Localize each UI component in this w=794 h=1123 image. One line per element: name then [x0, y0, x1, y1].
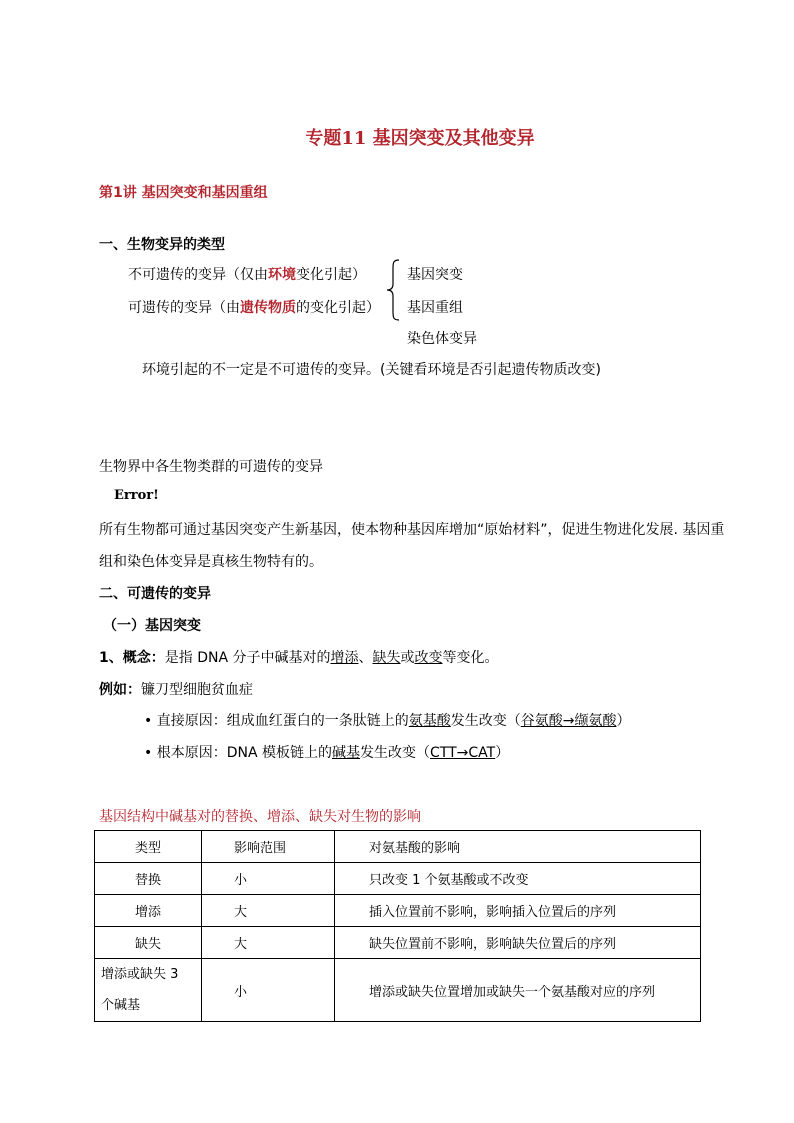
paragraph-body-line1: 所有生物都可通过基因突变产生新基因，使本物种基因库增加“原始材料”，促进生物进化发展. 基因重 — [99, 522, 725, 538]
non-heritable-pre: 不可遗传的变异（仅由 — [128, 267, 268, 283]
example-text: 镰刀型细胞贫血症 — [141, 682, 253, 698]
cell-type — [95, 959, 202, 1022]
heritable-pre: 可遗传的变异（由 — [128, 300, 240, 316]
cell-effect: 缺失位置前不影响，影响缺失位置后的序列 — [335, 927, 701, 959]
type-item-gene-recombination: 基因重组 — [407, 300, 463, 316]
table-row — [95, 927, 701, 959]
page-title: 专题11 基因突变及其他变异 — [305, 128, 535, 149]
concept-line — [99, 647, 498, 667]
example-line — [99, 679, 253, 699]
cell-range: 大 — [202, 895, 335, 927]
table-row — [95, 863, 701, 895]
header-type: 类型 — [95, 831, 202, 863]
concept-post: 等变化。 — [442, 650, 499, 666]
concept-sep1: 、 — [358, 650, 373, 666]
impact-table — [94, 830, 701, 1022]
cell-effect: 只改变 1 个氨基酸或不改变 — [335, 863, 701, 895]
header-effect: 对氨基酸的影响 — [335, 831, 701, 863]
cell-type: 增添 — [95, 895, 202, 927]
non-heritable-line — [128, 264, 366, 284]
cell-range: 小 — [202, 863, 335, 895]
paragraph-line: 生物界中各生物类群的可遗传的变异 — [99, 459, 323, 475]
root-cause-post: ） — [495, 745, 510, 761]
cell-effect: 插入位置前不影响，影响插入位置后的序列 — [335, 895, 701, 927]
environment-note: 环境引起的不一定是不可遗传的变异。(关键看环境是否引起遗传物质改变) — [142, 362, 601, 378]
type-item-chromosome-variation: 染色体变异 — [407, 331, 477, 347]
root-cause-pre: • 根本原因：DNA 模板链上的 — [144, 745, 332, 761]
root-cause-base: 碱基 — [332, 745, 360, 761]
direct-cause-mid: 发生改变（ — [450, 713, 521, 729]
type-item-gene-mutation: 基因突变 — [407, 267, 463, 283]
root-cause-mid: 发生改变（ — [360, 745, 430, 761]
concept-word-deletion: 缺失 — [372, 650, 401, 666]
concept-pre: 是指 DNA 分子中碱基对的 — [164, 650, 331, 666]
cell-type-line2: 个碱基 — [101, 998, 141, 1013]
left-brace-icon — [385, 259, 403, 321]
section-heading-heritable: 二、可遗传的变异 — [99, 586, 211, 602]
table-caption: 基因结构中碱基对的替换、增添、缺失对生物的影响 — [99, 809, 421, 825]
cell-range: 小 — [202, 959, 335, 1022]
subsection-heading-gene-mutation: （一）基因突变 — [103, 618, 201, 634]
heritable-post: 的变化引起） — [296, 300, 380, 316]
section-heading-variation-types: 一、生物变异的类型 — [99, 237, 225, 253]
table-row — [95, 959, 701, 1022]
direct-cause-line — [144, 710, 630, 730]
cell-type: 缺失 — [95, 927, 202, 959]
cell-range: 大 — [202, 927, 335, 959]
cell-type: 替换 — [95, 863, 202, 895]
table-row — [95, 895, 701, 927]
genetic-material-emphasis: 遗传物质 — [240, 300, 296, 316]
concept-word-addition: 增添 — [330, 650, 359, 666]
concept-word-change: 改变 — [414, 650, 443, 666]
header-range: 影响范围 — [202, 831, 335, 863]
paragraph-body-line2: 组和染色体变异是真核生物特有的。 — [99, 554, 323, 570]
cell-type-line1: 增添或缺失 3 — [101, 967, 179, 982]
root-cause-change: CTT→CAT — [430, 745, 496, 761]
root-cause-line — [144, 742, 509, 762]
concept-sep2: 或 — [400, 650, 415, 666]
direct-cause-pre: • 直接原因：组成血红蛋白的一条肽链上的 — [144, 713, 409, 729]
direct-cause-change: 谷氨酸→缬氨酸 — [520, 713, 617, 729]
direct-cause-post: ） — [616, 713, 631, 729]
error-text: Error! — [114, 488, 159, 503]
environment-emphasis: 环境 — [268, 267, 296, 283]
table-header-row — [95, 831, 701, 863]
direct-cause-amino-acid: 氨基酸 — [408, 713, 451, 729]
example-label: 例如： — [99, 682, 141, 698]
heritable-line — [128, 297, 380, 317]
non-heritable-post: 变化引起） — [296, 267, 366, 283]
cell-effect: 增添或缺失位置增加或缺失一个氨基酸对应的序列 — [335, 959, 701, 1022]
concept-label: 1、概念： — [99, 650, 165, 666]
lecture-heading: 第1讲 基因突变和基因重组 — [99, 185, 268, 201]
